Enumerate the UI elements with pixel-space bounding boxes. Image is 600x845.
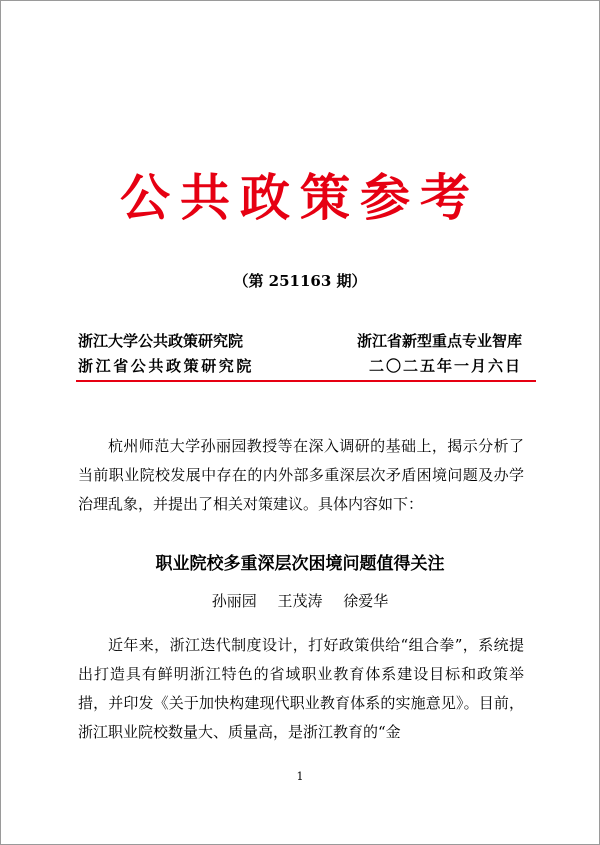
red-divider <box>76 380 536 382</box>
article-title: 职业院校多重深层次困境问题值得关注 <box>155 554 445 574</box>
publisher-left-2: 浙江省公共政策研究院 <box>78 357 255 375</box>
issue-number: （第 251163 期） <box>233 272 367 290</box>
author-name: 孙丽园 <box>211 592 257 610</box>
publisher-left-1: 浙江大学公共政策研究院 <box>78 332 244 350</box>
publisher-row-2 <box>78 355 522 376</box>
body-paragraph: 近年来，浙江迭代制度设计，打好政策供给“组合拳”，系统提出打造具有鲜明浙江特色的省域职业教育体系建设目标和政策举措，并印发《关于加快构建现代职业教育体系的实施意见》。目前，浙江职业院校数量大、质量高，是浙江教育的“金 <box>78 636 524 741</box>
author-name: 徐爱华 <box>343 592 389 610</box>
intro-paragraph: 杭州师范大学孙丽园教授等在深入调研的基础上，揭示分析了当前职业院校发展中存在的内外部多重深层次矛盾困境问题及办学治理乱象，并提出了相关对策建议。具体内容如下： <box>78 437 524 513</box>
authors-line <box>0 590 600 611</box>
publisher-right-1: 浙江省新型重点专业智库 <box>356 332 522 350</box>
masthead-title: 公共政策参考 <box>120 168 480 227</box>
author-name: 王茂涛 <box>277 592 323 610</box>
page-number: 1 <box>296 770 304 783</box>
publish-date: 二〇二五年一月六日 <box>368 357 522 375</box>
publisher-row-1 <box>78 330 522 351</box>
